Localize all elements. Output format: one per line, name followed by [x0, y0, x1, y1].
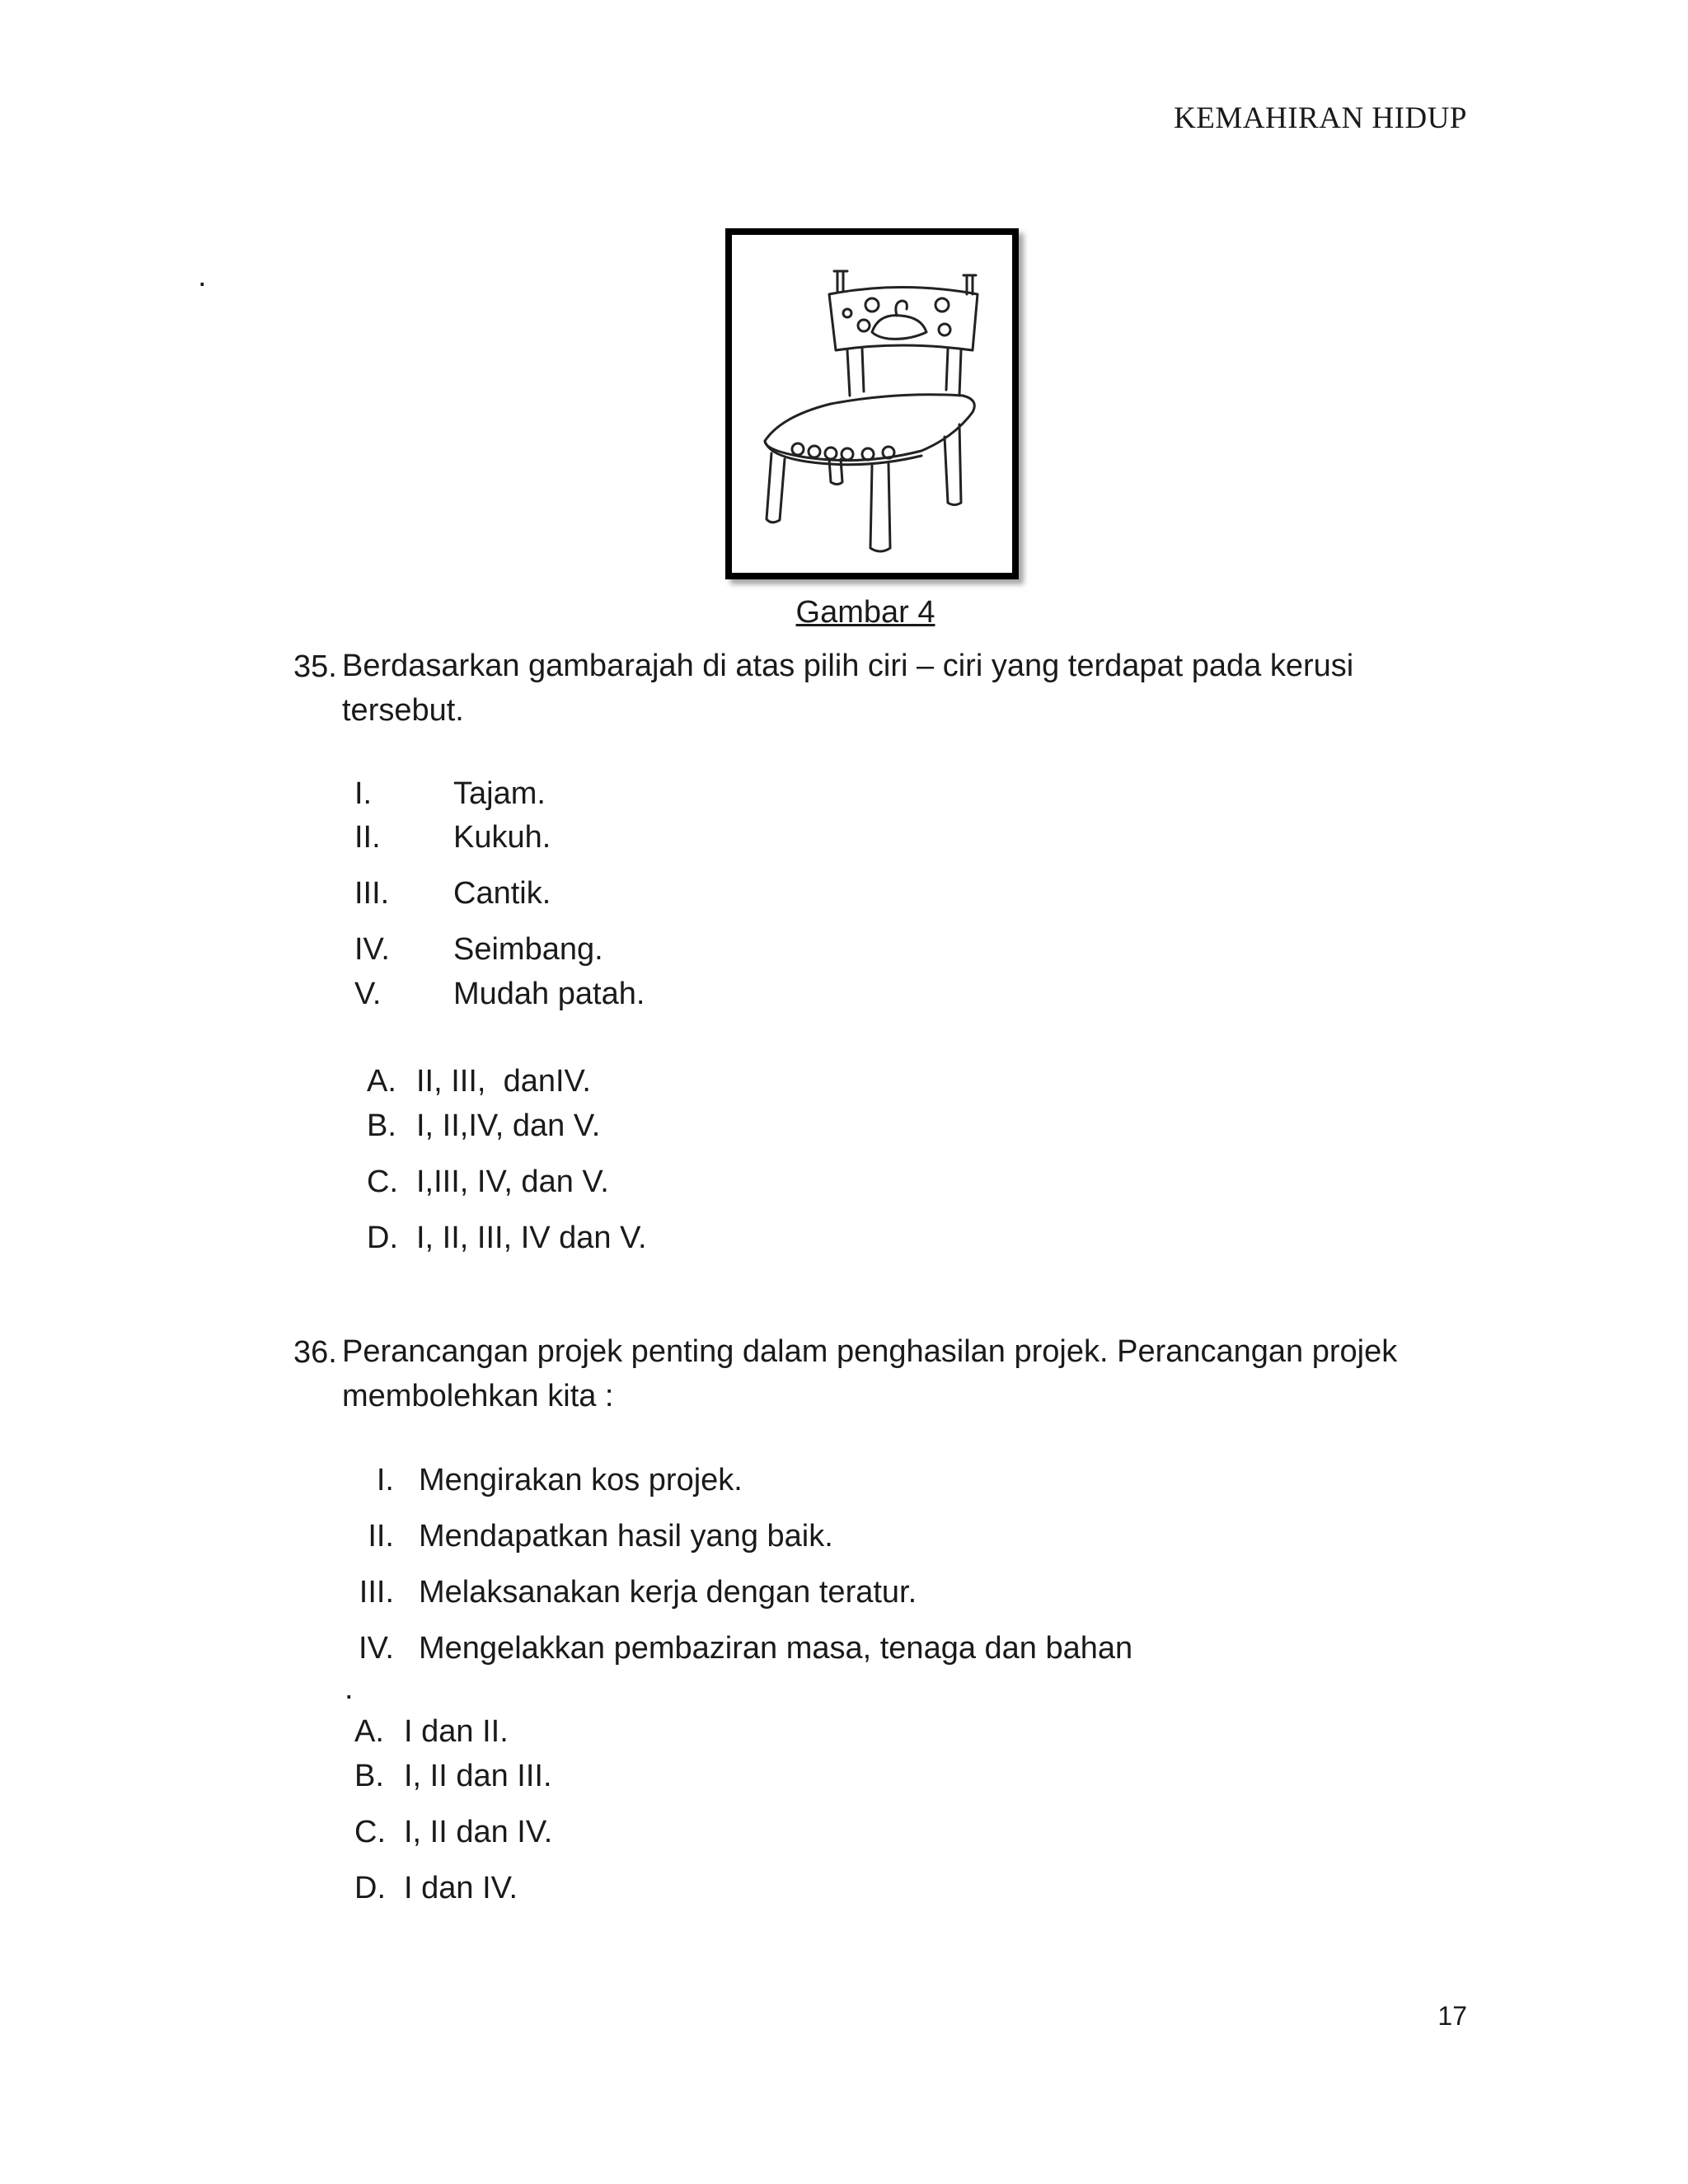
q36-statement	[328, 1463, 743, 1498]
option-text: I,III, IV, dan V.	[416, 1165, 609, 1199]
option-letter: D.	[367, 1221, 398, 1255]
question-35-line-2: tersebut.	[342, 693, 464, 728]
figure-caption: Gambar 4	[795, 595, 935, 630]
option-text: I, II, III, IV dan V.	[416, 1221, 647, 1255]
statement-number: II.	[354, 820, 381, 855]
page-header: KEMAHIRAN HIDUP	[1174, 101, 1467, 135]
statement-text: Kukuh.	[453, 820, 551, 855]
q35-statement	[354, 876, 551, 912]
statement-text: Seimbang.	[453, 932, 603, 967]
statement-number: III.	[359, 1575, 394, 1610]
q36-statement	[328, 1519, 833, 1554]
statement-text: Mendapatkan hasil yang baik.	[419, 1519, 833, 1554]
q36-statement	[328, 1575, 917, 1610]
q35-option-b[interactable]	[367, 1108, 600, 1144]
q35-statement	[354, 776, 546, 812]
statement-number: IV.	[359, 1631, 394, 1666]
statement-number: III.	[354, 876, 390, 911]
statement-number: V.	[354, 977, 382, 1011]
q35-option-d[interactable]	[367, 1221, 647, 1256]
q35-option-c[interactable]	[367, 1165, 609, 1200]
question-35-number: 35.	[293, 649, 337, 684]
statement-text: Mengelakkan pembaziran masa, tenaga dan bahan	[419, 1631, 1133, 1666]
option-text: II, III, danIV.	[416, 1064, 591, 1099]
option-letter: B.	[367, 1108, 396, 1143]
q35-statement	[354, 977, 645, 1012]
option-letter: C.	[354, 1815, 386, 1849]
statement-number: II.	[368, 1519, 394, 1554]
q36-statement	[328, 1631, 1132, 1666]
statement-number: I.	[376, 1463, 394, 1497]
option-letter: A.	[354, 1714, 384, 1749]
q36-trailing-dot: .	[345, 1671, 354, 1706]
q36-option-b[interactable]	[354, 1759, 552, 1794]
figure-frame	[725, 228, 1019, 579]
option-letter: B.	[354, 1759, 384, 1793]
q35-statement	[354, 820, 551, 855]
statement-text: Mudah patah.	[453, 977, 645, 1011]
option-text: I dan IV.	[404, 1871, 518, 1905]
stray-dot: .	[198, 259, 207, 293]
q35-statement	[354, 932, 603, 968]
q36-option-c[interactable]	[354, 1815, 552, 1850]
question-36-line-1: Perancangan projek penting dalam penghasilan projek. Perancangan projek	[342, 1334, 1398, 1369]
option-text: I, II dan III.	[404, 1759, 552, 1793]
q35-option-a[interactable]	[367, 1064, 591, 1099]
question-35-line-1: Berdasarkan gambarajah di atas pilih ciri – ciri yang terdapat pada kerusi	[342, 649, 1354, 683]
statement-number: IV.	[354, 932, 390, 967]
option-text: I, II,IV, dan V.	[416, 1108, 601, 1143]
question-36-number: 36.	[293, 1335, 337, 1370]
q36-option-d[interactable]	[354, 1871, 518, 1906]
option-letter: C.	[367, 1165, 398, 1199]
q36-option-a[interactable]	[354, 1714, 509, 1750]
option-letter: D.	[354, 1871, 386, 1905]
statement-text: Cantik.	[453, 876, 551, 911]
option-letter: A.	[367, 1064, 396, 1099]
option-text: I, II dan IV.	[404, 1815, 553, 1849]
statement-text: Melaksanakan kerja dengan teratur.	[419, 1575, 917, 1610]
question-36-line-2: membolehkan kita :	[342, 1379, 614, 1413]
option-text: I dan II.	[404, 1714, 509, 1749]
statement-number: I.	[354, 776, 373, 811]
statement-text: Tajam.	[453, 776, 546, 811]
page-number: 17	[1437, 2001, 1467, 2031]
statement-text: Mengirakan kos projek.	[419, 1463, 743, 1497]
chair-illustration-icon	[732, 235, 1012, 573]
